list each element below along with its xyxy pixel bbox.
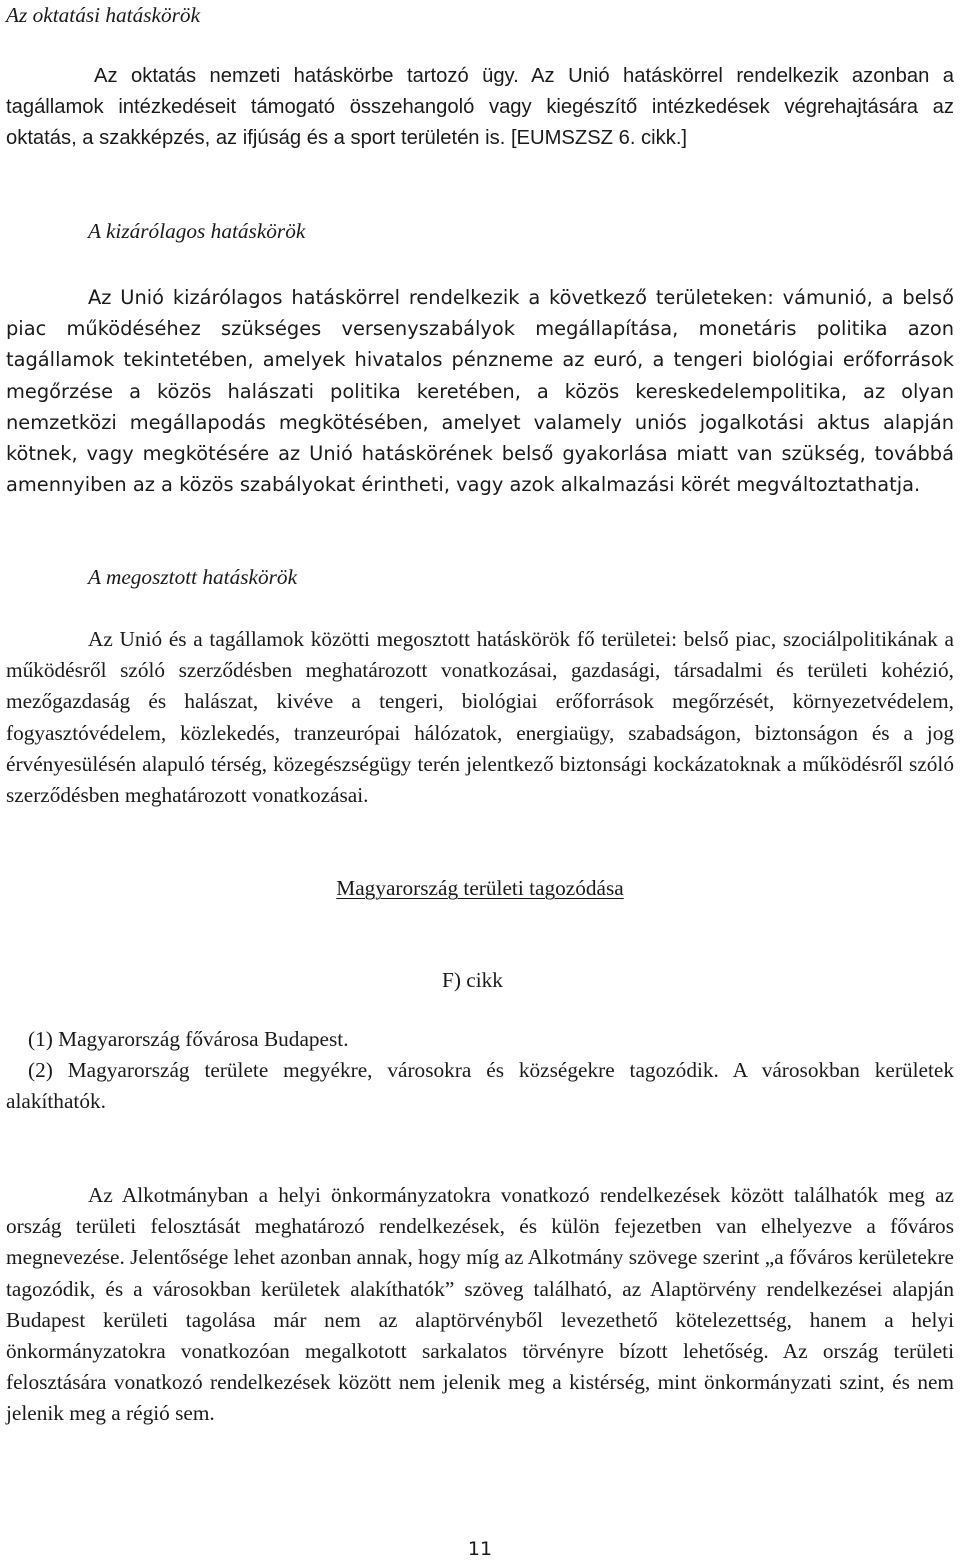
- page-number: 11: [467, 1538, 493, 1560]
- paragraph-shared: Az Unió és a tagállamok közötti megosztott hatáskörök fő területei: belső piac, szociálpolitikának a működésről szóló szerződésben meghatározott vonatkozásai, gazdasági, társadalmi és területi kohézió, mezőgazdaság és halászat, kivéve a tengeri, biológiai erőforrások megőrzését, környezetvédelem, fogyasztóvédelem, közlekedés, tranzeurópai hálózatok, energiaügy, szabadságon, biztonságon és a jog érvényesülésén alapuló térség, közegészségügy terén jelentkező biztonsági kockázatoknak a működésről szóló szerződésben meghatározott vonatkozásai.: [6, 627, 954, 808]
- heading-exclusive: A kizárólagos hatáskörök: [88, 219, 306, 243]
- heading-shared: A megosztott hatáskörök: [88, 565, 298, 589]
- article-label: F) cikk: [442, 968, 503, 992]
- heading-education: Az oktatási hatáskörök: [6, 3, 201, 27]
- article-item-1: (1) Magyarország fővárosa Budapest.: [28, 1027, 349, 1051]
- article-item-2: (2) Magyarország területe megyékre, városokra és községekre tagozódik. A városokban kerületek alakíthatók.: [6, 1058, 954, 1114]
- heading-hungary: [6, 873, 954, 904]
- paragraph-education: Az oktatás nemzeti hatáskörbe tartozó ügy. Az Unió hatáskörrel rendelkezik azonban a tagállamok intézkedéseit támogató összehangoló vagy kiegészítő intézkedések végrehajtására az oktatás, a szakképzés, az ifjúság és a sport területén is. [EUMSZSZ 6. cikk.]: [6, 65, 954, 150]
- paragraph-exclusive: Az Unió kizárólagos hatáskörrel rendelkezik a következő területeken: vámunió, a belső piac működéséhez szükséges versenyszabályok megállapítása, monetáris politika azon tagállamok tekintetében, amelyek hivatalos pénzneme az euró, a tengeri biológiai erőforrások megőrzése a közös halászati politika keretében, a közös kereskedelempolitika, az olyan nemzetközi megállapodás megkötésében, amelyet valamely uniós jogalkotási aktus alapján kötnek, vagy megkötésére az Unió hatáskörének belső gyakorlása miatt van szükség, továbbá amennyiben az a közös szabályokat érintheti, vagy azok alkalmazási körét megváltoztathatja.: [6, 286, 954, 497]
- heading-hungary-text: Magyarország területi tagozódása: [336, 876, 624, 900]
- paragraph-commentary: Az Alkotmányban a helyi önkormányzatokra vonatkozó rendelkezések között találhatók meg az ország területi felosztását meghatározó rendelkezések, és külön fejezetben van elhelyezve a főváros megnevezése. Jelentősége lehet azonban annak, hogy míg az Alkotmány szövege szerint „a főváros kerületekre tagozódik, és a városokban kerületek alakíthatók” szöveg található, az Alaptörvény rendelkezései alapján Budapest kerületi tagolása már nem az alaptörvényből levezethető kötelezettség, hanem a helyi önkormányzatokra vonatkozóan megalkotott sarkalatos törvényre bízott lehetőség. Az ország területi felosztására vonatkozó rendelkezések között nem jelenik meg a kistérség, mint önkormányzati szint, és nem jelenik meg a régió sem.: [6, 1183, 954, 1426]
